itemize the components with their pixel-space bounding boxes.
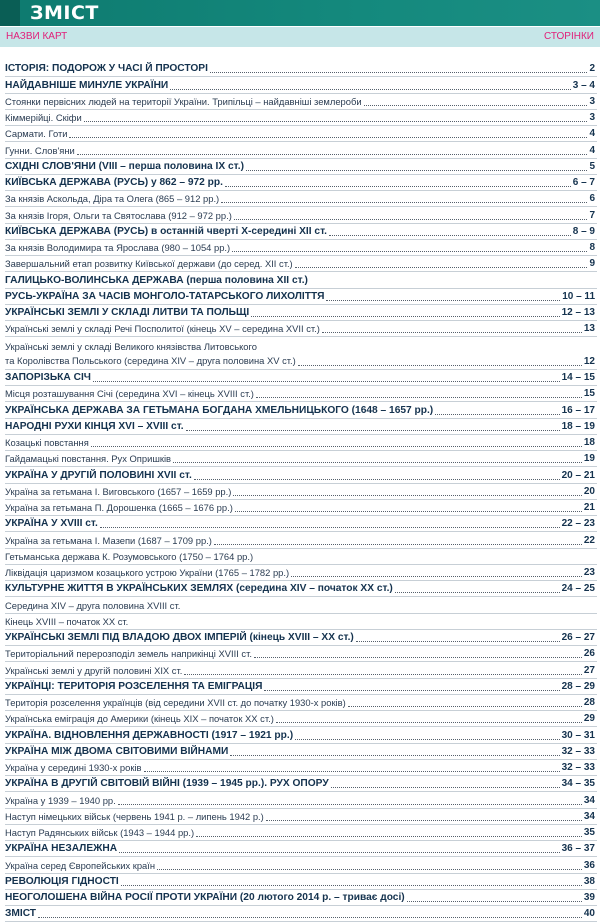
toc-row[interactable] — [5, 321, 597, 337]
toc-entry-title: УКРАЇНА У XVIII ст. — [5, 518, 98, 530]
maps-column-label: НАЗВИ КАРТ — [6, 31, 68, 42]
toc-page-number: 18 — [583, 437, 595, 448]
toc-page-number: 8 – 9 — [572, 225, 595, 237]
dot-leader — [329, 235, 571, 236]
dot-leader — [322, 332, 582, 333]
toc-row[interactable] — [5, 94, 597, 110]
toc-row[interactable] — [5, 857, 597, 873]
toc-entry-title — [5, 340, 296, 369]
toc-row[interactable] — [5, 825, 597, 841]
toc-entry-title: За князів Аскольда, Діра та Олега (865 – 912 рр.) — [5, 193, 220, 205]
toc-page-number: 12 – 13 — [561, 307, 595, 318]
toc-page-number: 15 — [583, 388, 595, 400]
toc-entry-title: Україна за гетьмана І. Мазепи (1687 – 1709 рр.) — [5, 534, 212, 546]
toc-row[interactable] — [5, 776, 597, 792]
toc-page-number: 9 — [589, 258, 595, 270]
toc-page-number: 3 — [589, 112, 595, 123]
dot-leader — [214, 544, 582, 545]
toc-entry-title: Сармати. Готи — [5, 128, 68, 140]
toc-entry-title: Україна серед Європейських країн — [5, 859, 156, 871]
page-title: ЗМІСТ — [30, 2, 99, 24]
toc-page-number: 35 — [583, 827, 595, 838]
dot-leader — [77, 154, 588, 155]
dot-leader — [295, 267, 588, 268]
toc-entry-title: РУСЬ-УКРАЇНА ЗА ЧАСІВ МОНГОЛО-ТАТАРСЬКОГО ЛИХОЛІТТЯ — [5, 290, 325, 302]
dot-leader — [144, 771, 560, 772]
dot-leader — [254, 657, 582, 658]
toc-entry-title: Україна за гетьмана П. Дорошенка (1665 – 1676 рр.) — [5, 502, 233, 513]
toc-entry-title: Українські землі у другій половині XIX ст. — [5, 664, 183, 676]
pages-column-label: СТОРІНКИ — [543, 31, 594, 42]
dot-leader — [298, 365, 582, 366]
toc-page-number: 18 – 19 — [561, 420, 595, 432]
toc-entry-title: Кінець XVIII – початок XX ст. — [5, 615, 129, 627]
toc-page-number: 22 — [583, 534, 595, 546]
toc-row[interactable] — [5, 662, 597, 678]
toc-page-number: 20 — [583, 485, 595, 497]
toc-page-number: 3 – 4 — [572, 79, 595, 91]
dot-leader — [234, 219, 588, 220]
column-header — [0, 27, 600, 47]
toc-entry-title: Територія розселення українців (від середини XVII ст. до початку 1930-х років) — [5, 697, 346, 708]
dot-leader — [264, 690, 559, 691]
toc-page-number: 6 – 7 — [572, 177, 595, 188]
dot-leader — [84, 121, 588, 122]
dot-leader — [251, 316, 559, 317]
toc-entry-title-line1: Українські землі у складі Великого князівства Литовського — [5, 340, 257, 352]
toc-page-number: 2 — [589, 63, 595, 75]
dot-leader — [230, 755, 559, 756]
toc-page-number: 20 – 21 — [561, 469, 595, 481]
toc-row[interactable] — [5, 175, 597, 191]
toc-entry-title: Середина XIV – друга половина XVIII ст. — [5, 599, 181, 611]
toc-entry-title: Гетьманська держава К. Розумовського (1750 – 1764 рр.) — [5, 550, 254, 562]
toc-row[interactable] — [5, 289, 597, 305]
dot-leader — [364, 105, 588, 106]
toc-row[interactable] — [5, 126, 597, 142]
toc-page-number: 24 – 25 — [561, 583, 595, 595]
toc-entry-title: Ліквідація царизмом козацького устрою України (1765 – 1782 рр.) — [5, 567, 290, 578]
toc-row[interactable] — [5, 191, 597, 207]
toc-row[interactable] — [5, 614, 597, 630]
dot-leader — [435, 414, 559, 415]
dot-leader — [291, 576, 582, 577]
dot-leader — [173, 462, 582, 463]
toc-entry-title: Україна за гетьмана І. Виговського (1657 – 1659 рр.) — [5, 485, 232, 497]
toc-page-number: 30 – 31 — [561, 729, 595, 741]
dot-leader — [348, 706, 582, 707]
toc-row[interactable] — [5, 386, 597, 402]
dot-leader — [93, 381, 560, 382]
toc-entry-title: Україна у середині 1930-х років — [5, 762, 142, 773]
dot-leader — [235, 511, 582, 512]
toc-entry-title: ЗАПОРІЗЬКА СІЧ — [5, 372, 91, 383]
toc-entry-title: Територіальний перерозподіл земель наприкінці XVIII ст. — [5, 648, 252, 660]
toc-entry-title: Україна у 1939 – 1940 рр. — [5, 794, 116, 806]
dot-leader — [118, 804, 582, 805]
toc-row[interactable] — [5, 532, 597, 548]
toc-entry-title: УКРАЇНСЬКІ ЗЕМЛІ У СКЛАДІ ЛИТВИ ТА ПОЛЬЩІ — [5, 307, 250, 318]
toc-entry-title: ЗМІСТ — [5, 908, 37, 920]
toc-row[interactable] — [5, 337, 597, 370]
toc-page-number: 21 — [583, 502, 595, 513]
toc-entry-title: Місця розташування Січі (середина XVI – кінець XVIII ст.) — [5, 388, 254, 400]
toc-page-number: 36 – 37 — [561, 843, 595, 855]
dot-leader — [331, 787, 560, 788]
toc-entry-title: УКРАЇНСЬКА ДЕРЖАВА ЗА ГЕТЬМАНА БОГДАНА ХМЕЛЬНИЦЬКОГО (1648 – 1657 рр.) — [5, 404, 434, 416]
dot-leader — [256, 397, 582, 398]
toc-row[interactable] — [5, 256, 597, 272]
toc-row[interactable] — [5, 142, 597, 158]
toc-page-number: 34 — [583, 810, 595, 822]
toc-entry-title: Українська еміграція до Америки (кінець XIX – початок XX ст.) — [5, 713, 274, 725]
header-bar — [0, 0, 600, 26]
table-of-contents — [5, 61, 597, 922]
toc-entry-title: КИЇВСЬКА ДЕРЖАВА (РУСЬ) у 862 – 972 рр. — [5, 177, 223, 188]
toc-entry-title: Козацькі повстання — [5, 437, 89, 448]
toc-page-number: 28 – 29 — [561, 680, 595, 692]
toc-row[interactable] — [5, 516, 597, 532]
toc-row[interactable] — [5, 809, 597, 825]
dot-leader — [157, 869, 582, 870]
toc-page-number: 3 — [589, 95, 595, 107]
toc-row[interactable] — [5, 841, 597, 857]
dot-leader — [119, 852, 560, 853]
toc-entry-title: Гайдамацькі повстання. Рух Опришків — [5, 453, 172, 465]
dot-leader — [210, 72, 588, 73]
toc-row[interactable] — [5, 159, 597, 175]
toc-page-number: 26 — [583, 648, 595, 660]
dot-leader — [121, 885, 582, 886]
toc-row[interactable] — [5, 711, 597, 727]
toc-page-number: 12 — [583, 355, 595, 367]
toc-row[interactable] — [5, 224, 597, 240]
toc-entry-title: РЕВОЛЮЦІЯ ГІДНОСТІ — [5, 875, 119, 887]
toc-entry-title: НЕОГОЛОШЕНА ВІЙНА РОСІЇ ПРОТИ УКРАЇНИ (20 лютого 2014 р. – триває досі) — [5, 892, 405, 903]
toc-row[interactable] — [5, 370, 597, 386]
toc-page-number: 36 — [583, 859, 595, 871]
toc-row[interactable] — [5, 890, 597, 906]
toc-row[interactable] — [5, 484, 597, 500]
toc-row[interactable] — [5, 305, 597, 321]
toc-row[interactable] — [5, 77, 597, 93]
toc-page-number: 19 — [583, 453, 595, 465]
toc-page-number: 40 — [583, 908, 595, 920]
toc-page-number: 32 – 33 — [561, 745, 595, 757]
dot-leader — [266, 820, 582, 821]
toc-row[interactable] — [5, 744, 597, 760]
dot-leader — [170, 89, 571, 90]
dot-leader — [395, 592, 560, 593]
dot-leader — [326, 300, 560, 301]
toc-entry-title-line2: та Королівства Польського (середина XIV – друга половина XV ст.) — [5, 354, 296, 366]
toc-entry-title: УКРАЇНА МІЖ ДВОМА СВІТОВИМИ ВІЙНАМИ — [5, 745, 229, 757]
toc-entry-title: Кіммерійці. Скіфи — [5, 112, 82, 123]
toc-page-number: 5 — [589, 160, 595, 172]
toc-page-number: 29 — [583, 713, 595, 725]
toc-entry-title: НАРОДНІ РУХИ КІНЦЯ XVI – XVIII ст. — [5, 420, 184, 432]
toc-page-number: 13 — [583, 323, 595, 335]
toc-row[interactable] — [5, 565, 597, 581]
toc-page-number: 34 — [583, 794, 595, 806]
toc-row[interactable] — [5, 61, 597, 77]
toc-page-number: 27 — [583, 664, 595, 676]
toc-entry-title: За князів Ігоря, Ольги та Святослава (912 – 972 рр.) — [5, 209, 232, 221]
toc-row[interactable] — [5, 402, 597, 418]
toc-row[interactable] — [5, 435, 597, 451]
toc-page-number: 7 — [589, 209, 595, 221]
dot-leader — [225, 186, 571, 187]
toc-page-number: 10 – 11 — [562, 290, 595, 302]
toc-entry-title: Наступ Радянських військ (1943 – 1944 рр.) — [5, 827, 195, 838]
toc-entry-title: УКРАЇНА НЕЗАЛЕЖНА — [5, 843, 118, 855]
dot-leader — [184, 674, 582, 675]
toc-page-number: 23 — [583, 567, 595, 578]
toc-row[interactable] — [5, 500, 597, 516]
dot-leader — [69, 137, 587, 138]
dot-leader — [196, 836, 582, 837]
toc-page-number: 6 — [589, 193, 595, 205]
toc-entry-title: УКРАЇНА У ДРУГІЙ ПОЛОВИНІ XVII ст. — [5, 469, 192, 481]
toc-entry-title: Стоянки первісних людей на території України. Трипільці – найдавніші землероби — [5, 95, 362, 107]
toc-entry-title: ГАЛИЦЬКО-ВОЛИНСЬКА ДЕРЖАВА (перша половина XII ст.) — [5, 274, 308, 286]
toc-row[interactable] — [5, 207, 597, 223]
toc-entry-title: НАЙДАВНІШЕ МИНУЛЕ УКРАЇНИ — [5, 79, 169, 91]
toc-row[interactable] — [5, 727, 597, 743]
toc-row[interactable] — [5, 906, 597, 922]
toc-row[interactable] — [5, 581, 597, 597]
toc-row[interactable] — [5, 419, 597, 435]
toc-row[interactable] — [5, 451, 597, 467]
toc-page-number: 14 – 15 — [561, 372, 595, 383]
dot-leader — [232, 251, 587, 252]
toc-entry-title: За князів Володимира та Ярослава (980 – 1054 рр.) — [5, 242, 231, 253]
toc-row[interactable] — [5, 630, 597, 646]
header-tab — [0, 0, 20, 26]
toc-entry-title: УКРАЇНСЬКІ ЗЕМЛІ ПІД ВЛАДОЮ ДВОХ ІМПЕРІЙ (кінець XVIII – XX ст.) — [5, 632, 354, 643]
toc-row[interactable] — [5, 240, 597, 256]
toc-row[interactable] — [5, 792, 597, 808]
toc-entry-title: УКРАЇНА. ВІДНОВЛЕННЯ ДЕРЖАВНОСТІ (1917 – 1921 рр.) — [5, 729, 294, 741]
dot-leader — [186, 430, 560, 431]
toc-row[interactable] — [5, 272, 597, 288]
toc-page-number: 26 – 27 — [561, 632, 595, 643]
toc-entry-title: Завершальний етап розвитку Київської держави (до серед. XII ст.) — [5, 258, 293, 270]
toc-row[interactable] — [5, 646, 597, 662]
toc-entry-title: СХІДНІ СЛОВ'ЯНИ (VIII – перша половина IX ст.) — [5, 160, 244, 172]
toc-entry-title: ІСТОРІЯ: ПОДОРОЖ У ЧАСІ Й ПРОСТОРІ — [5, 63, 208, 75]
toc-row[interactable] — [5, 549, 597, 565]
toc-row[interactable] — [5, 760, 597, 776]
toc-page-number: 32 – 33 — [561, 762, 595, 773]
toc-entry-title: УКРАЇНА В ДРУГІЙ СВІТОВІЙ ВІЙНІ (1939 – 1945 рр.). РУХ ОПОРУ — [5, 778, 329, 790]
toc-row[interactable] — [5, 679, 597, 695]
toc-row[interactable] — [5, 110, 597, 126]
toc-page-number: 8 — [589, 242, 595, 253]
toc-entry-title: КУЛЬТУРНЕ ЖИТТЯ В УКРАЇНСЬКИХ ЗЕМЛЯХ (середина XIV – початок XX ст.) — [5, 583, 393, 595]
toc-entry-title: КИЇВСЬКА ДЕРЖАВА (РУСЬ) в останній чверті X-середині XII ст. — [5, 225, 328, 237]
dot-leader — [407, 901, 582, 902]
toc-row[interactable] — [5, 695, 597, 711]
toc-page-number: 16 – 17 — [561, 404, 595, 416]
dot-leader — [233, 495, 581, 496]
dot-leader — [246, 170, 587, 171]
toc-page-number: 4 — [589, 128, 595, 140]
toc-entry-title: Гунни. Слов'яни — [5, 144, 75, 156]
toc-entry-title: Українські землі у складі Речі Посполитої (кінець XV – середина XVII ст.) — [5, 323, 320, 335]
dot-leader — [221, 202, 587, 203]
toc-page-number: 28 — [583, 697, 595, 708]
toc-row[interactable] — [5, 467, 597, 483]
dot-leader — [38, 917, 582, 918]
toc-entry-title: УКРАЇНЦІ: ТЕРИТОРІЯ РОЗСЕЛЕННЯ ТА ЕМІГРАЦІЯ — [5, 680, 263, 692]
toc-row[interactable] — [5, 597, 597, 613]
toc-page-number: 39 — [583, 892, 595, 903]
dot-leader — [276, 722, 582, 723]
dot-leader — [295, 739, 560, 740]
dot-leader — [356, 641, 560, 642]
dot-leader — [194, 479, 560, 480]
toc-page-number: 22 – 23 — [561, 518, 595, 530]
toc-page-number: 38 — [583, 875, 595, 887]
toc-entry-title: Наступ німецьких військ (червень 1941 р. – липень 1942 р.) — [5, 810, 264, 822]
toc-row[interactable] — [5, 874, 597, 890]
dot-leader — [100, 527, 560, 528]
dot-leader — [91, 446, 582, 447]
toc-page-number: 4 — [589, 144, 595, 156]
toc-page-number: 34 – 35 — [561, 778, 595, 790]
